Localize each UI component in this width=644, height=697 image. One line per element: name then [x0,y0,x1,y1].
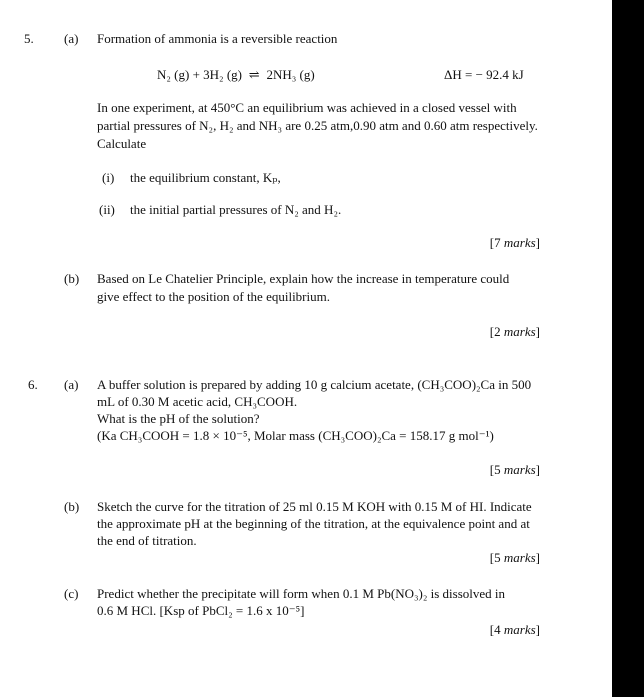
q6-number: 6. [28,377,38,392]
q5a-label: (a) [64,31,79,46]
q6b-line-2: the approximate pH at the beginning of the titration, at the equivalence point and at [97,516,530,531]
q5b-line-2: give effect to the position of the equilibrium. [97,289,330,304]
q6a-line-2: mL of 0.30 M acetic acid, CH₃COOH. [97,394,298,409]
q5b-line-1: Based on Le Chatelier Principle, explain how the increase in temperature could [97,271,510,286]
q6a-label: (a) [64,377,79,392]
q5a-paragraph-line-2: partial pressures of N₂, H₂ and NH₃ are 0.25 atm,0.90 atm and 0.60 atm respectively. [97,118,538,133]
q5-number: 5. [24,31,34,46]
q5b-marks: [2 marks] [489,324,540,339]
q5a-paragraph-line-1: In one experiment, at 450°C an equilibrium was achieved in a closed vessel with [97,100,517,115]
enthalpy-change: ΔH = − 92.4 kJ [444,67,524,82]
equilibrium-arrow-icon: ⇌ [248,67,260,82]
q6a-line-4: (Ka CH₃COOH = 1.8 × 10⁻⁵, Molar mass (CH₃COO)₂Ca = 158.17 g mol⁻¹) [97,428,494,443]
q6c-line-2: 0.6 M HCl. [Ksp of PbCl₂ = 1.6 x 10⁻⁵] [97,603,305,618]
q6b-line-1: Sketch the curve for the titration of 25 ml 0.15 M KOH with 0.15 M of HI. Indicate [97,499,532,514]
q5a-intro: Formation of ammonia is a reversible reaction [97,31,338,46]
q6b-marks: [5 marks] [489,550,540,565]
equation-products: 2NH₃ (g) [266,67,315,82]
q5a-marks: [7 marks] [489,235,540,250]
q5a-sub-i-text: the equilibrium constant, Kₚ, [130,170,281,185]
q6a-line-1: A buffer solution is prepared by adding 10 g calcium acetate, (CH₃COO)₂Ca in 500 [97,377,532,392]
q5a-sub-i-label: (i) [102,170,115,185]
q5a-paragraph-line-3: Calculate [97,136,147,151]
right-edge-bar [612,0,644,697]
q6b-label: (b) [64,499,80,514]
q6a-marks: [5 marks] [489,462,540,477]
equation-reactants: N₂ (g) + 3H₂ (g) [157,67,242,82]
q6c-marks: [4 marks] [489,622,540,637]
q6b-line-3: the end of titration. [97,533,197,548]
q5a-sub-ii-label: (ii) [99,202,115,217]
q6c-label: (c) [64,586,79,601]
q5a-sub-ii-text: the initial partial pressures of N₂ and H₂. [130,202,342,217]
q6a-line-3: What is the pH of the solution? [97,411,260,426]
q5b-label: (b) [64,271,80,286]
reaction-equation [157,66,315,83]
q6c-line-1: Predict whether the precipitate will form when 0.1 M Pb(NO₃)₂ is dissolved in [97,586,506,601]
